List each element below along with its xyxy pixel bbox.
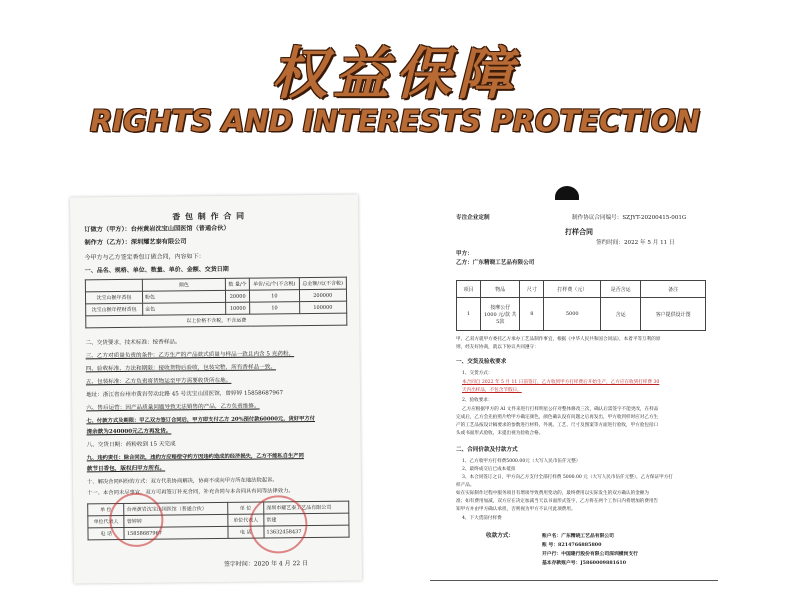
table-cell: 8 xyxy=(520,298,544,331)
contract-title: 香 包 制 作 合 同 xyxy=(172,210,246,222)
item-line: 2、验收要求： xyxy=(462,398,493,403)
table-row xyxy=(457,298,706,331)
section-one: 一、品名、规格、单位、数量、单价、金额、交货日期 xyxy=(84,265,229,275)
clause-7-cont: 清余款为240000元乙方再发货。 xyxy=(86,428,172,436)
clause-9: 九、违约责任：除合同法，违约方应赔偿守约方因违约造成的经济损失，乙方不能私自生产同 xyxy=(86,453,304,462)
table-cell: 含运 xyxy=(600,298,640,331)
table-row xyxy=(86,313,347,328)
sample-table xyxy=(456,280,706,331)
contract-title: 打样合同 xyxy=(565,227,593,236)
table-cell: 20000 xyxy=(225,290,249,302)
clause-5: 五、包装标准：乙方负责将货物运至甲方需要收货所在地。 xyxy=(85,377,232,386)
table-header-row xyxy=(457,281,706,298)
table-cell: 台州黄岩沈宝山国医馆（普通合伙） xyxy=(124,502,227,515)
clause-2: 二、交货要求，技术标准：按香样品。 xyxy=(85,339,181,347)
banner-title-cn: 权益保障 xyxy=(271,42,519,107)
table-header-cell: 是否含运 xyxy=(600,281,640,298)
item-line: 天内出样品，不包含节假日。 xyxy=(462,388,522,393)
table-header-cell: 物品 xyxy=(481,281,520,298)
clause-11: 十一、本合同未尽事宜，双方可再签订补充合同，补充合同与本合同具有同等法律效力。 xyxy=(87,488,294,497)
table-cell: 10 xyxy=(250,302,299,315)
table-cell: 200000 xyxy=(299,289,347,301)
table-cell: 电 话 xyxy=(228,526,265,538)
table-header-cell: 尺寸 xyxy=(520,281,544,298)
item-line: 1、交货方式： xyxy=(462,371,493,376)
item-line: 4、下大货前付样费 xyxy=(462,516,502,521)
table-cell: 沈宝山猴年香包 xyxy=(85,291,142,304)
table-header-cell: 单价/元/个(不含税) xyxy=(250,278,299,291)
table-cell: 单 位 xyxy=(88,503,125,515)
table-note: 以上价格不含税，不含运费 xyxy=(86,313,347,328)
table-cell: 单位代表人 xyxy=(227,514,264,526)
table-header-cell: 项目 xyxy=(457,281,481,298)
section-one: 一、交货及验收要求 xyxy=(456,359,507,365)
table-cell: 深圳市耀艺泰工艺品有限公司 xyxy=(264,501,349,514)
table-cell: 13632458437 xyxy=(264,525,349,538)
intro-text: 今甲方与乙方签定香包订做合同，内容如下： xyxy=(84,253,205,262)
item-line: 样产品。 xyxy=(456,483,475,488)
custom-label: 专注企业定制 xyxy=(456,215,490,221)
clause-address: 地址：浙江省台州市黄岩劳动北路 45 号沈宝山国医馆，曾婷婷 15858687967 xyxy=(86,390,284,399)
divider-line xyxy=(430,580,718,581)
clause-6: 六、售后运营：因产品质量问题导致无法销售的产品，乙方负责维修。 xyxy=(86,403,260,412)
item-line: 1、乙方收甲方打样费5000.00元（大写人民币伍仟元整） xyxy=(462,459,581,464)
party-a: 订做方（甲方）：台州黄岩沈宝山国医馆（普通合伙） xyxy=(84,224,230,234)
clause-3: 三、乙方对质量负责的条件：乙方生产的产品款式质量与样品一致且内含 5 克药粉。 xyxy=(85,351,295,360)
contract-number: 制作协议合同编号：SZJYT-20200415-001G xyxy=(572,215,687,221)
payment-line: 账户名：广东精晓工艺品有限公司 xyxy=(542,533,614,539)
table-cell: 5000 xyxy=(544,298,601,331)
clause-4: 四、验收标准、方法和期限：接收货物后验收，包装完整，所有香样品一致。 xyxy=(85,364,277,373)
product-table xyxy=(85,277,347,329)
item-line: 乙方应根据甲方的 AI 文件来进行打样明星公仔对整体修改三次，确认后需签字不能更改，在样品 xyxy=(462,407,659,412)
clause-10: 十、解决合同纠纷的方式：双方代表协商解决，协商不成向甲方所在地法院起诉。 xyxy=(86,477,278,486)
item-line: 头或书面形式验收，未提出视为验收合格。 xyxy=(456,431,544,436)
item-line: 如在实际制作过程中服务项目有增项导致费用变动的，最终费用以实际发生的双方确认的金额为 xyxy=(456,491,649,496)
table-cell: 1 xyxy=(457,298,481,331)
banner-title-en: RIGHTS AND INTERESTS PROTECTION xyxy=(90,104,700,138)
item-line: 3、本合同签订之日，甲方向乙方支付全部打样费 5000.00 元（大写人民币伍仟元整），乙方保证甲方打 xyxy=(462,475,673,480)
table-cell: 10000 xyxy=(226,302,250,314)
table-header-cell: 总金额/元(不含税) xyxy=(299,277,347,289)
clause-intro: 甲、乙双方就甲方委托乙方承办工艺品制作事宜，根据《中华人民共和国合同法》，本着平等互利的原 xyxy=(456,337,661,342)
table-header-cell: 备注 xyxy=(641,281,706,298)
table-cell: 单位代表人 xyxy=(88,515,125,527)
table-cell: 按摩公仔 1000 元/款 共5款 xyxy=(481,298,520,331)
party-b: 制作方（乙方）：深圳耀艺泰有限公司 xyxy=(84,238,187,247)
item-line: 本合同自 2022 年 5 月 11 日前签订，乙方收到甲方打样费后开始生产，乙方应在收到打样费 30 xyxy=(462,380,660,385)
table-cell: 100000 xyxy=(299,301,347,313)
payment-method-label: 收款方式： xyxy=(486,533,514,539)
table-cell: 15858687967 xyxy=(124,526,227,539)
clause-7: 七、付款方式及期限：甲乙双方签订合同后，甲方即支付乙方 20%预付款60000元，货好甲方付 xyxy=(86,415,316,425)
table-cell: 客户提供设计图 xyxy=(641,298,706,331)
item-line: 2、最终成交后已成本抵扣 xyxy=(462,467,516,472)
table-cell: 单 位 xyxy=(227,502,264,514)
table-header-cell xyxy=(85,279,142,292)
table-cell: 粉色 xyxy=(142,290,225,303)
table-cell: 电 话 xyxy=(88,527,125,539)
party-a: 甲方： xyxy=(456,251,473,257)
sign-date: 签字时间：2020 年 4 月 22 日 xyxy=(223,560,309,568)
payment-line: 账 号：8214766885800 xyxy=(542,542,602,548)
payment-line: 基本存款账户号：J5860009881610 xyxy=(542,560,627,566)
table-cell: 曾婷婷 xyxy=(124,514,227,527)
table-header-cell: 打样费（元） xyxy=(544,281,601,298)
table-cell: 10 xyxy=(250,290,299,303)
sign-date: 签约时间：2022 年 5 月 11 日 xyxy=(596,240,675,246)
table-cell: 常建 xyxy=(264,513,349,526)
company-seal-left xyxy=(109,493,164,548)
table-header-cell: 颜色 xyxy=(142,278,225,291)
payment-line: 开户行：中国建行股份有限公司深圳横岗支行 xyxy=(542,551,638,557)
table-cell: 金色 xyxy=(143,302,226,315)
clause-intro-2: 则，经友好协商，就以下协议共同遵守： xyxy=(456,345,539,350)
item-line: 产的工艺品按设计稿要求的参数进行材料、外观、工艺、尺寸及图案等方面进行验收，甲方验包括口 xyxy=(456,423,659,428)
table-cell: 沈宝山猴年捏财香包 xyxy=(86,303,143,316)
sample-contract-document xyxy=(446,200,714,578)
company-seal-right xyxy=(249,495,308,554)
party-b: 乙方：广东精晓工艺品有限公司 xyxy=(456,260,535,266)
item-line: 完成后，乙方会先拍照片给甲方确定颜色，颜色确认没有问题之后再发出，甲方收到样时应对乙方生 xyxy=(456,415,659,420)
sachet-contract-document xyxy=(70,195,362,584)
section-two: 二、合同价款及付款方式 xyxy=(456,447,518,453)
item-line: 知甲方并由甲方确认承担，否则视为甲方不认可此项费用。 xyxy=(456,507,576,512)
clause-9-cont: 款节日香包，版权归甲方所有。 xyxy=(86,465,166,473)
table-header-cell: 数 量/个 xyxy=(225,278,249,290)
clause-8: 八、交货日期：药粉收到 15 天完成 xyxy=(86,441,176,449)
item-line: 准；如有费用加减，双方应在决定加减当天以书面形式签字，乙方将在两个工作日内将增加的费用告 xyxy=(456,499,659,504)
